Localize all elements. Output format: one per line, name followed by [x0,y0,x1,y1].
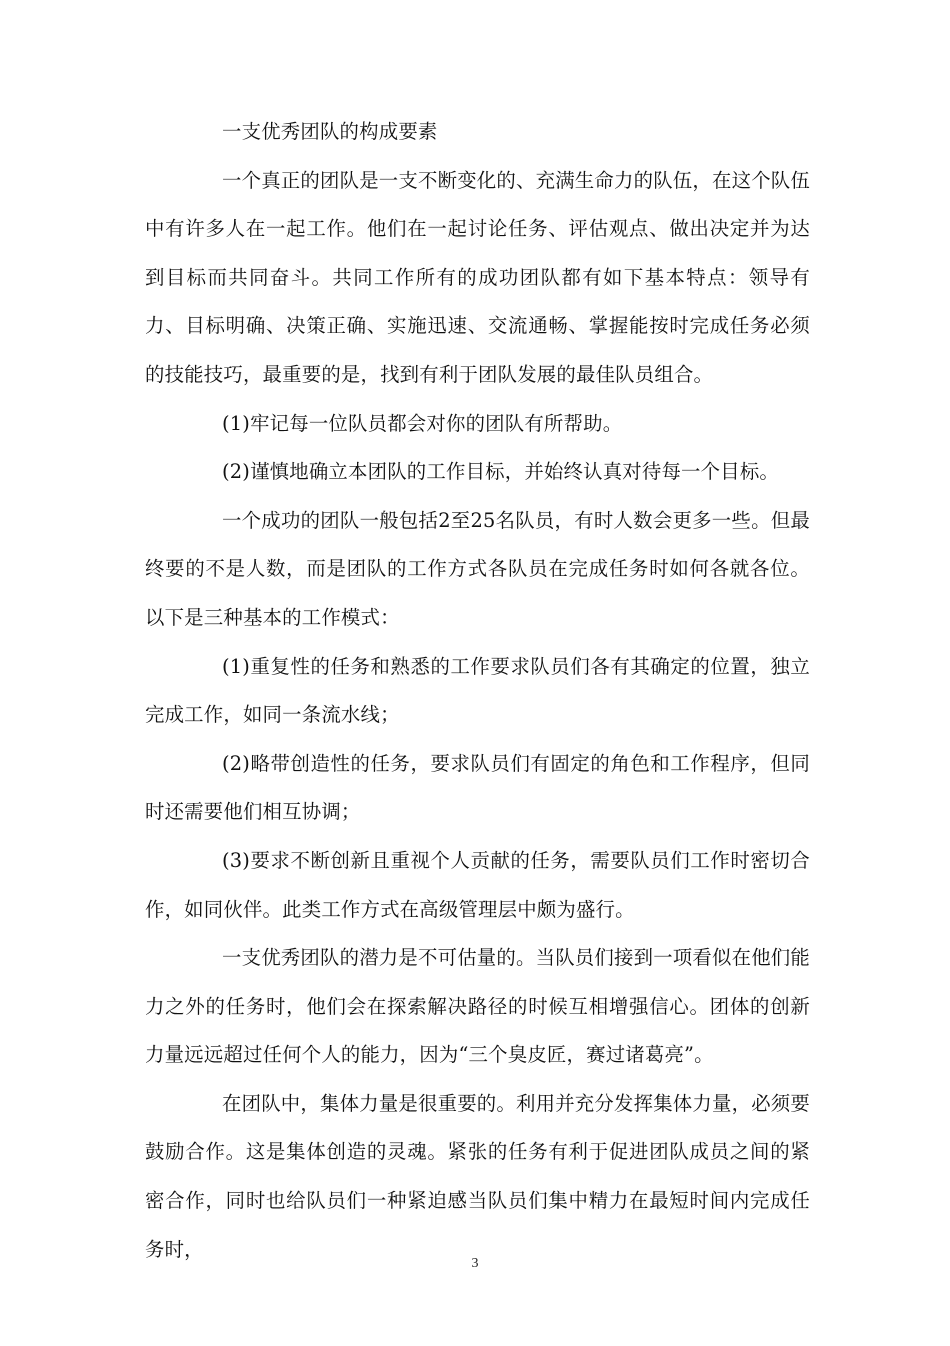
paragraph-6: (2)略带创造性的任务，要求队员们有固定的角色和工作程序，但同时还需要他们相互协调； [145,751,810,824]
body-text [145,108,810,1274]
paragraph-4: 一个成功的团队一般包括2至25名队员，有时人数会更多一些。但最终要的不是人数，而是团队的工作方式各队员在完成任务时如何各就各位。以下是三种基本的工作模式： [145,508,810,629]
paragraph-7: (3)要求不断创新且重视个人贡献的任务，需要队员们工作时密切合作，如同伙伴。此类工作方式在高级管理层中颇为盛行。 [145,848,810,921]
document-title: 一支优秀团队的构成要素 [222,120,438,143]
page-number: 3 [471,1256,479,1271]
paragraph-3: (2)谨慎地确立本团队的工作目标，并始终认真对待每一个目标。 [222,460,780,484]
paragraph-9: 在团队中，集体力量是很重要的。利用并充分发挥集体力量，必须要鼓励合作。这是集体创造的灵魂。紧张的任务有利于促进团队成员之间的紧密合作，同时也给队员们一种紧迫感当队员们集中精力在最短时间内完成任务时， [145,1091,810,1261]
paragraph-8: 一支优秀团队的潜力是不可估量的。当队员们接到一项看似在他们能力之外的任务时，他们会在探索解决路径的时候互相增强信心。团体的创新力量远远超过任何个人的能力，因为“三个臭皮匠，赛过诸葛亮”。 [145,946,810,1067]
paragraph-2: (1)牢记每一位队员都会对你的团队有所帮助。 [222,411,623,435]
paragraph-5: (1)重复性的任务和熟悉的工作要求队员们各有其确定的位置，独立完成工作，如同一条流水线； [145,654,810,727]
paragraph-1: 一个真正的团队是一支不断变化的、充满生命力的队伍，在这个队伍中有许多人在一起工作。他们在一起讨论任务、评估观点、做出决定并为达到目标而共同奋斗。共同工作所有的成功团队都有如下基本特点：领导有力、目标明确、决策正确、实施迅速、交流通畅、掌握能按时完成任务必须的技能技巧，最重要的是，找到有利于团队发展的最佳队员组合。 [145,168,810,386]
